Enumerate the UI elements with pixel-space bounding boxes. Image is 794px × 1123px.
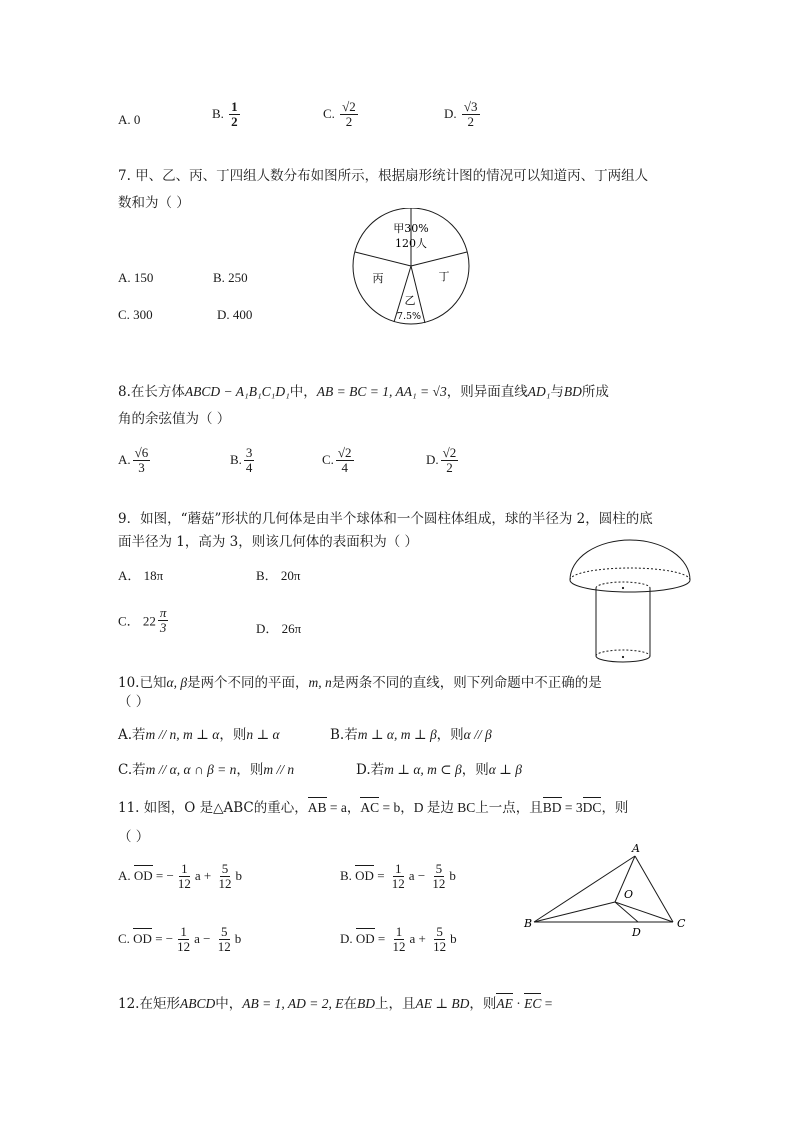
q8-stem-line2: 角的余弦值为（ ） — [118, 411, 231, 427]
q8-option-d — [426, 446, 460, 474]
q8-option-b-fraction: $\frac{3}{4}$ — [245, 445, 253, 475]
q10-opt-c-pre: C.若 — [118, 762, 146, 778]
q11-stem-line2: （ ） — [118, 829, 150, 845]
q9-stem-line1: 9．如图，“蘑菇”形状的几何体是由半个球体和一个圆柱体组成，球的半径为 2，圆柱的底 — [118, 511, 653, 527]
q7-option-b: B. 250 — [213, 270, 248, 285]
q10-opt-d-pre: D.若 — [356, 762, 385, 778]
q10-opt-d-math: m ⊥ α, m ⊂ β — [384, 762, 462, 777]
q11-opt-b-frac2: $\frac{5}{12}$ — [432, 861, 446, 891]
q11-opt-a-v2: b — [235, 868, 242, 884]
q11-opt-b-label: B. — [340, 868, 352, 884]
q11-option-d — [340, 925, 457, 953]
q11-vector-bd: BD — [542, 800, 562, 815]
q12-perp: AE ⊥ BD — [415, 996, 470, 1011]
pie-label-jia: 甲30% — [393, 222, 429, 235]
q11-post: ，则 — [601, 800, 629, 816]
q10-stem-line1 — [118, 671, 602, 691]
q11-opt-b-frac1: $\frac{1}{12}$ — [391, 861, 405, 891]
pie-divider-left — [355, 252, 411, 266]
label-a: A — [632, 842, 640, 855]
q11-eq-b: = b，D 是边 BC上一点，且 — [379, 800, 543, 815]
q12-abcd: ABCD — [179, 996, 216, 1011]
q8-option-d-label: D. — [426, 452, 439, 468]
q11-opt-d-eq: = — [374, 931, 389, 947]
q12-mid1: 中， — [215, 996, 243, 1012]
q6-option-b-label: B. — [212, 106, 224, 122]
bottom-center-dot — [622, 656, 624, 658]
q7-stem-line1: 7. 甲、乙、丙、丁四组人数分布如图所示，根据扇形统计图的情况可以知道丙、丁两组人 — [118, 168, 649, 184]
q10-opt-b-mid: ，则 — [436, 727, 464, 743]
q7-option-c: C. 300 — [118, 307, 153, 322]
q8-line-ad1: AD₁ — [527, 384, 551, 399]
segment-bo — [534, 902, 615, 922]
q12-vector-ae: AE — [496, 996, 513, 1011]
q8-solid: ABCD − A₁B₁C₁D₁ — [184, 384, 290, 399]
cylinder-base-back — [596, 650, 650, 656]
q8-line-bd: BD — [563, 384, 582, 399]
q10-opt-a-mid: ，则 — [219, 727, 247, 743]
q11-option-c — [118, 925, 241, 953]
q12-post: = — [541, 996, 553, 1011]
q10-opt-c-mid: ，则 — [236, 762, 264, 778]
q10-option-c — [118, 758, 294, 778]
q11-vector-ab: AB — [307, 800, 327, 815]
top-center-dot — [622, 587, 624, 589]
q11-option-b — [340, 862, 456, 890]
q7-option-d: D. 400 — [217, 307, 253, 322]
q10-alpha-beta: α, β — [166, 675, 188, 690]
q11-triangle-figure — [520, 842, 690, 942]
q12-mid3: 上，且 — [374, 996, 416, 1012]
q10-m-n: m, n — [308, 675, 332, 690]
q6-option-c — [323, 100, 360, 128]
q11-opt-c-eq: = − — [151, 931, 174, 947]
q8-option-d-fraction: $\frac{√2}{2}$ — [442, 445, 457, 475]
segment-ba — [534, 856, 635, 922]
q11-opt-c-v1: a — [194, 931, 200, 947]
q11-stem-line1 — [118, 796, 628, 816]
q6-option-d-label: D. — [444, 106, 457, 122]
pie-divider-right — [411, 252, 467, 266]
q11-opt-a-v1: a — [194, 868, 201, 884]
q8-option-b-label: B. — [230, 452, 242, 468]
q7-stem-line2: 数和为（ ） — [118, 195, 190, 211]
q6-option-c-label: C. — [323, 106, 335, 122]
q10-opt-c-res: m // n — [263, 762, 295, 777]
q9-option-c-fraction: $\frac{\pi}{3}$ — [159, 605, 167, 635]
q6-option-b-fraction: $\frac{1}{2}$ — [231, 99, 238, 129]
q11-pre: 11. 如图，O 是△ABC的重心， — [118, 800, 308, 816]
q11-opt-c-od: OD — [133, 931, 152, 947]
q11-opt-b-v1: a — [408, 868, 415, 884]
q10-opt-b-pre: B.若 — [330, 727, 358, 743]
hemisphere-dome — [570, 540, 690, 580]
q11-opt-b-op: − — [414, 868, 429, 884]
segment-ac — [635, 856, 673, 922]
q10-opt-c-math: m // α, α ∩ β = n — [145, 762, 237, 777]
q6-option-d-fraction: $\frac{√3}{2}$ — [463, 99, 478, 129]
q12-bd: BD — [356, 996, 375, 1011]
q11-opt-d-frac1: $\frac{1}{12}$ — [392, 924, 406, 954]
label-b: B — [524, 917, 533, 930]
q11-vector-ac: AC — [360, 800, 380, 815]
q11-opt-a-od: OD — [133, 868, 153, 884]
pie-label-jia-count: 120人 — [395, 237, 427, 250]
q10-opt-a-res: n ⊥ α — [246, 727, 280, 742]
q12-condition: AB = 1, AD = 2, E — [242, 996, 344, 1011]
q8-condition: AB = BC = 1, AA₁ = √3 — [316, 384, 447, 399]
q11-opt-c-v2: b — [234, 931, 242, 947]
pie-label-ding: 丁 — [438, 270, 450, 283]
q11-opt-c-label: C. — [118, 931, 130, 947]
q9-option-d: D． 26π — [256, 621, 302, 636]
q11-vector-dc: DC — [582, 800, 602, 815]
q12-mid2: 在 — [343, 996, 357, 1012]
q10-opt-b-math: m ⊥ α, m ⊥ β — [357, 727, 437, 742]
q7-pie-chart — [348, 208, 478, 328]
q6-option-d — [444, 100, 482, 128]
q8-option-a-fraction: $\frac{√6}{3}$ — [134, 445, 149, 475]
q11-opt-c-frac1: $\frac{1}{12}$ — [177, 924, 191, 954]
q12-pre: 12.在矩形 — [118, 996, 180, 1012]
q11-opt-b-eq: = — [373, 868, 388, 884]
q8-post3: 所成 — [581, 384, 609, 400]
q10-pre: 10.已知 — [118, 675, 167, 691]
q12-vector-ec: EC — [524, 996, 542, 1011]
q8-option-c-fraction: $\frac{√2}{4}$ — [337, 445, 352, 475]
q9-option-c-label: C． 22 — [118, 613, 156, 629]
q8-post1: ，则异面直线 — [446, 384, 528, 400]
q11-opt-a-op: + — [200, 868, 215, 884]
q11-opt-a-label: A. — [118, 868, 131, 884]
q9-stem-line2: 面半径为 1，高为 3，则该几何体的表面积为（ ） — [118, 534, 419, 550]
label-d: D — [632, 926, 641, 939]
q8-option-c — [322, 446, 356, 474]
q10-opt-a-math: m // n, m ⊥ α — [145, 727, 220, 742]
q10-mid: 是两个不同的平面， — [187, 675, 309, 691]
q11-opt-b-v2: b — [449, 868, 456, 884]
label-c: C — [677, 917, 686, 930]
q6-option-a: A. 0 — [118, 112, 141, 127]
q9-option-c — [118, 606, 170, 634]
q8-option-c-label: C. — [322, 452, 334, 468]
q11-opt-d-v2: b — [450, 931, 457, 947]
pie-label-bing: 丙 — [372, 272, 384, 285]
label-o: O — [624, 888, 634, 901]
q9-mushroom-figure — [565, 538, 695, 668]
q10-opt-b-res: α // β — [463, 727, 492, 742]
q11-option-a — [118, 862, 242, 890]
q10-opt-d-mid: ，则 — [461, 762, 489, 778]
q8-option-b — [230, 446, 256, 474]
q8-pre: 8.在长方体 — [118, 384, 185, 400]
q10-stem-line2: （ ） — [118, 694, 150, 710]
q10-option-d — [356, 758, 522, 778]
pie-label-yi-pct: 7.5% — [396, 311, 422, 322]
q10-option-b — [330, 723, 492, 743]
segment-oc — [615, 902, 673, 922]
q12-mid4: ，则 — [469, 996, 497, 1012]
hemisphere-base-back — [570, 568, 690, 580]
q11-opt-a-frac2: $\frac{5}{12}$ — [218, 861, 232, 891]
q8-mid: 中， — [289, 384, 317, 400]
q11-opt-a-eq: = − — [152, 868, 174, 884]
q10-opt-d-res: α ⊥ β — [488, 762, 522, 777]
q8-post2: 与 — [550, 384, 564, 400]
q11-opt-a-frac1: $\frac{1}{12}$ — [177, 861, 191, 891]
q11-eq3: = 3 — [561, 800, 583, 815]
q10-opt-a-pre: A.若 — [118, 727, 146, 743]
q11-opt-c-op: − — [199, 931, 214, 947]
q10-option-a — [118, 723, 280, 743]
q6-option-b — [212, 100, 242, 128]
q9-option-b: B． 20π — [256, 568, 301, 583]
q9-option-a: A． 18π — [118, 568, 164, 583]
segment-od — [615, 902, 638, 922]
q8-option-a-label: A. — [118, 452, 131, 468]
q11-opt-d-v1: a — [409, 931, 416, 947]
hemisphere-base-front — [570, 580, 690, 592]
q12-dot: · — [512, 996, 525, 1011]
q11-opt-d-op: + — [415, 931, 430, 947]
q11-opt-d-label: D. — [340, 931, 353, 947]
q8-stem-line1 — [118, 380, 609, 400]
q10-post: 是两条不同的直线，则下列命题中不正确的是 — [331, 675, 602, 691]
q6-option-c-fraction: $\frac{√2}{2}$ — [342, 99, 356, 129]
q11-opt-c-frac2: $\frac{5}{12}$ — [217, 924, 231, 954]
q11-opt-d-od: OD — [355, 931, 375, 947]
q11-eq-a: = a， — [326, 800, 361, 815]
q12-stem — [118, 992, 552, 1012]
pie-label-yi: 乙 — [404, 294, 416, 307]
q11-opt-d-frac2: $\frac{5}{12}$ — [433, 924, 447, 954]
q8-option-a — [118, 446, 152, 474]
q7-option-a: A. 150 — [118, 270, 154, 285]
q11-opt-b-od: OD — [355, 868, 374, 884]
